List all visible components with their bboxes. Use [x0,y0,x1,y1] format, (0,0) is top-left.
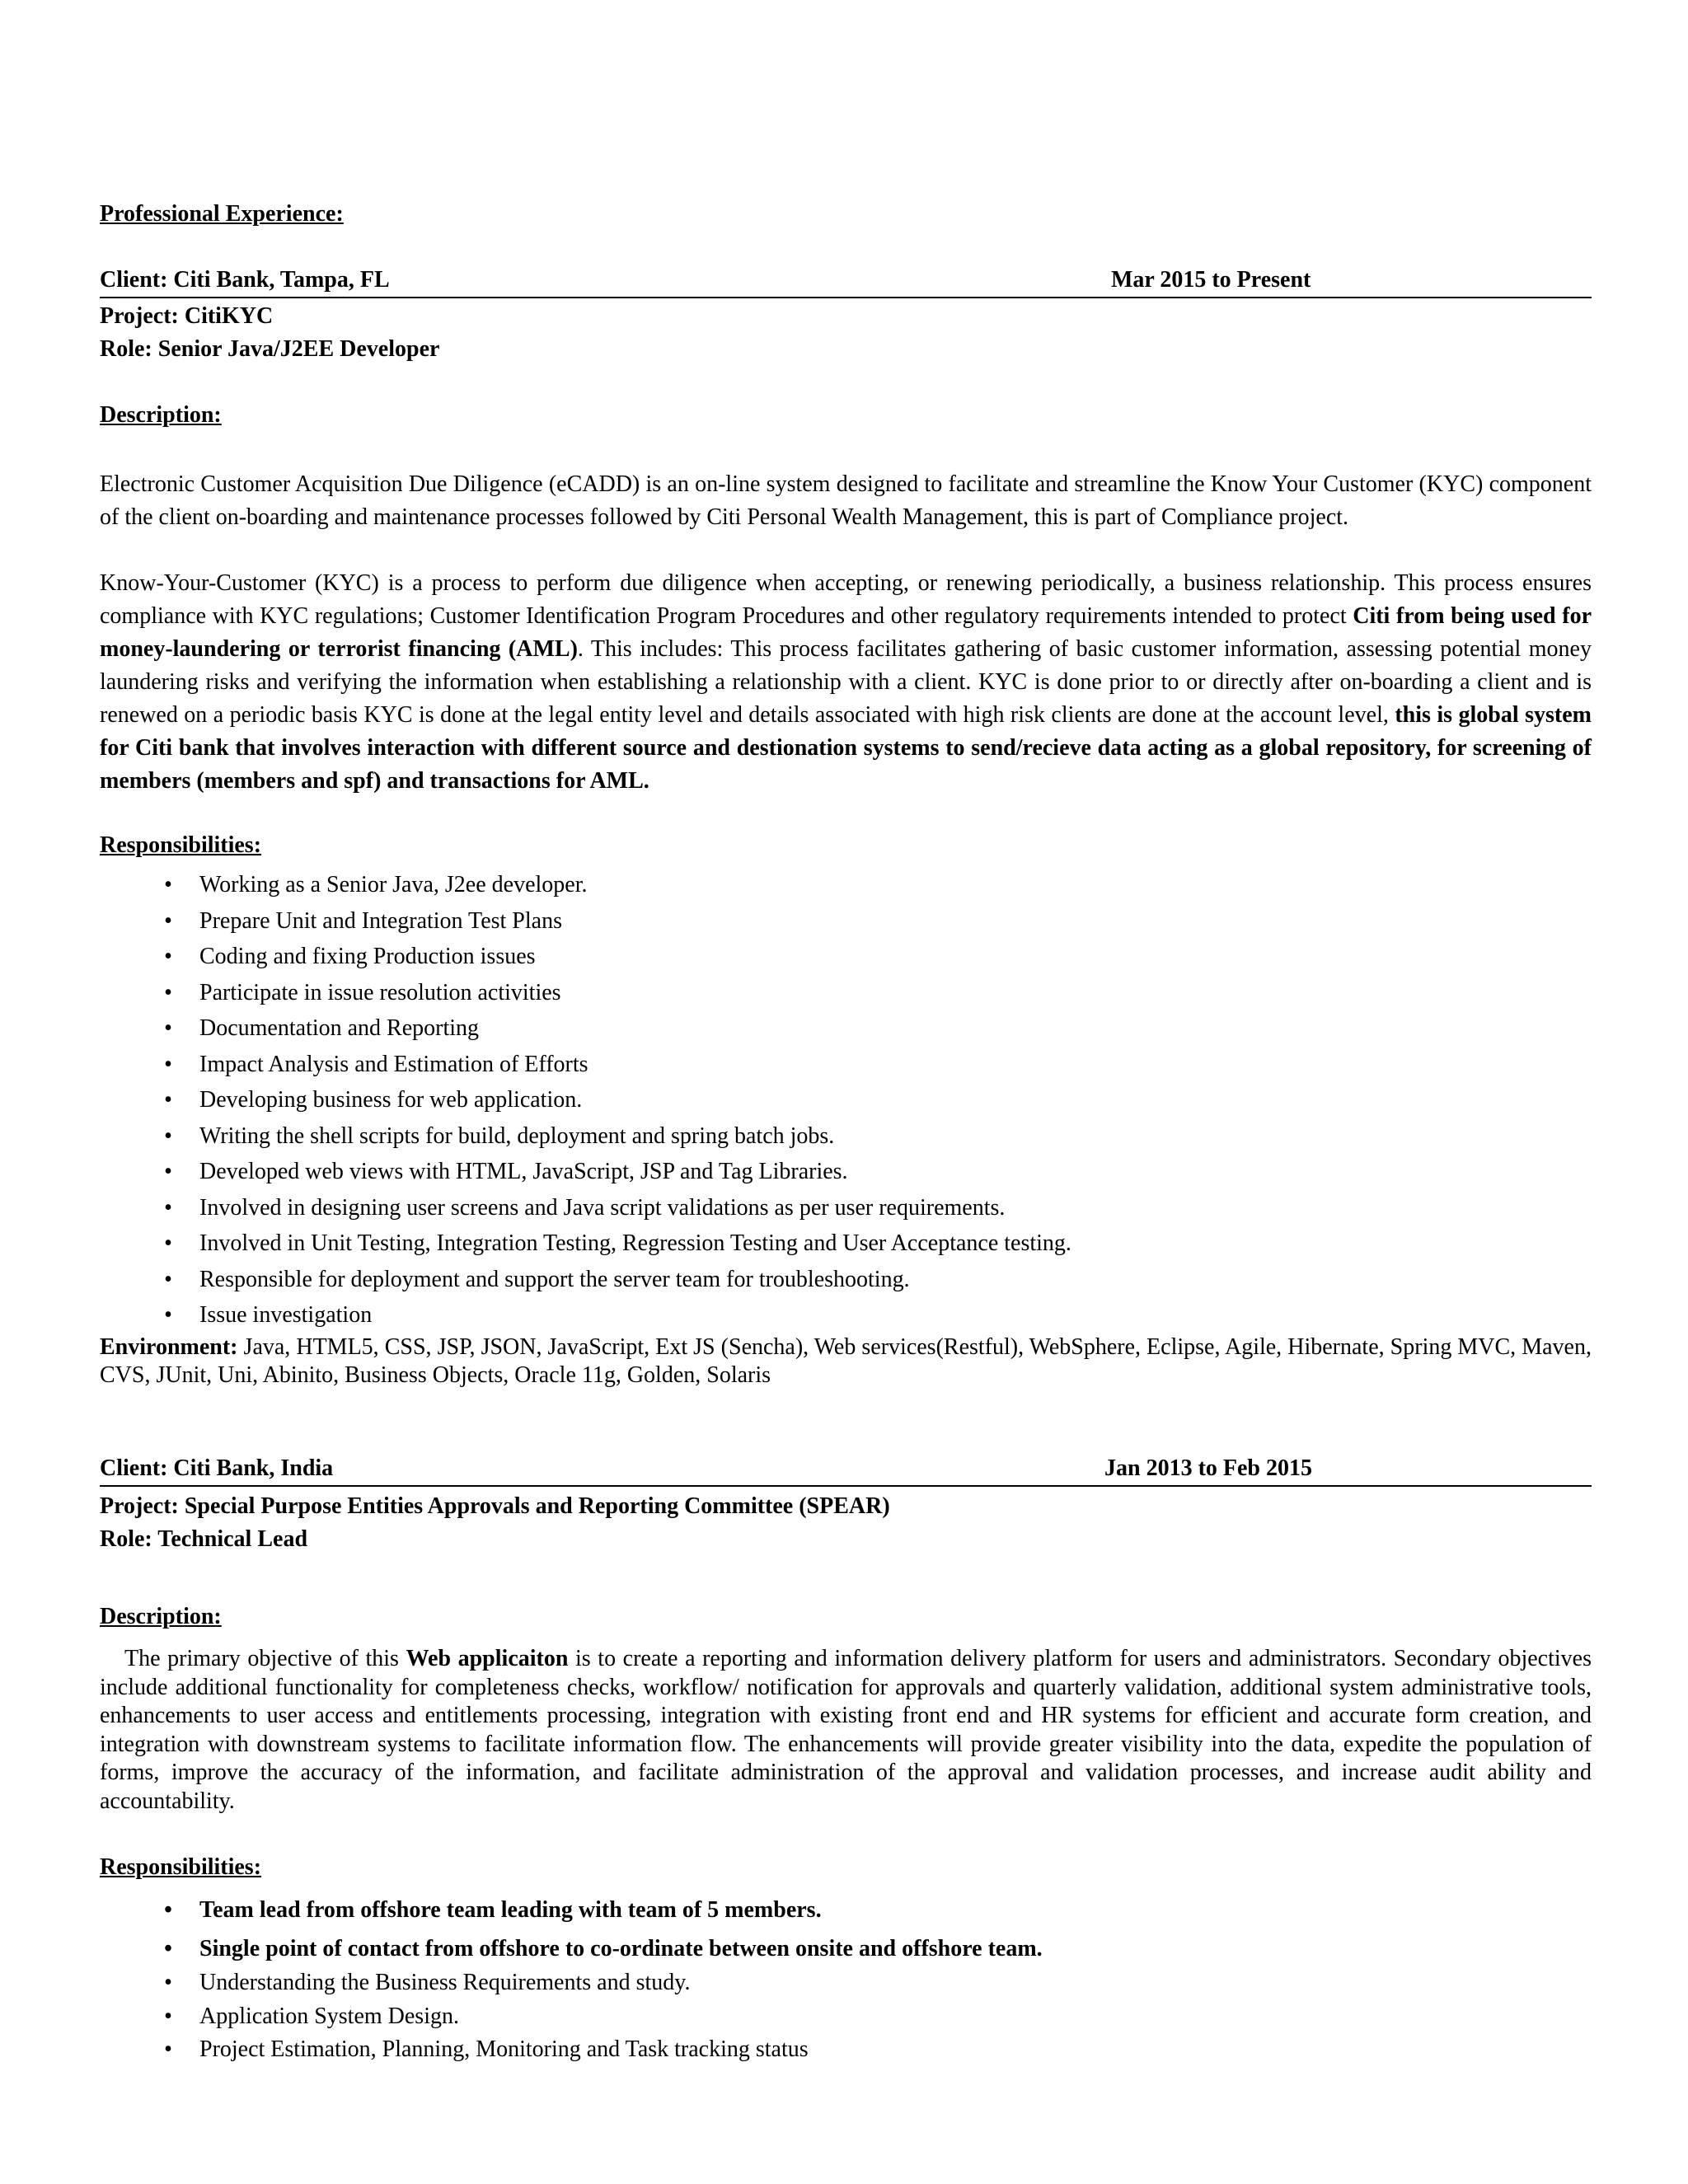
list-item: • Writing the shell scripts for build, deployment and spring batch jobs. [100,1118,1071,1155]
job1-responsibilities-heading: Responsibilities: [100,832,262,858]
list-item: • Issue investigation [100,1297,1071,1333]
list-item: • Developed web views with HTML, JavaScript, JSP and Tag Libraries. [100,1154,1071,1190]
list-item: • Understanding the Business Requirements and study. [100,1966,809,2000]
list-item: • Working as a Senior Java, J2ee developer. [100,867,1071,903]
environment-text: Java, HTML5, CSS, JSP, JSON, JavaScript, Ext JS (Sencha), Web services(Restful), WebSphere, Eclipse, Agile, Hibernate, Spring MVC, Maven, CVS, JUnit, Uni, Abinito, Business Objects, Oracle 11g, Golden, Solaris [100,1334,1592,1388]
job2-dates: Jan 2013 to Feb 2015 [1104,1455,1312,1481]
bullet-icon: • [164,1015,172,1041]
job1-desc-p2-b: Citi from being used for money-laundering or terrorist financing (AML) [100,603,1592,662]
list-item: • Coding and fixing Production issues [100,939,1071,975]
job2-client: Client: Citi Bank, India [100,1455,334,1481]
job1-client: Client: Citi Bank, Tampa, FL [100,267,390,293]
job1-project: Project: CitiKYC [100,303,274,329]
job1-desc-p2-a: Know-Your-Customer (KYC) is a process to perform due diligence when accepting, or renewing periodically, a business relationship. This process ensures compliance with KYC regulations; Customer Identification Program Procedures and other regulatory requirements intended to protect [100,570,1592,629]
job1-description-p2 [100,567,1592,798]
job1-dates: Mar 2015 to Present [1111,267,1311,293]
job2-responsibilities-heading: Responsibilities: [100,1854,262,1880]
job1-desc-p2-d: this is global system for Citi bank that involves interaction with different source and destionation systems to send/recieve data acting as a global repository, for screening of members (members and spf) and transactions for AML. [100,702,1592,794]
bullet-icon: • [164,1194,172,1221]
list-item: • Project Estimation, Planning, Monitoring and Task tracking status [100,2033,809,2067]
job1-environment [100,1333,1592,1390]
bullet-icon: • [164,1051,172,1077]
job2-client-row [100,1455,1592,1487]
list-item: • Prepare Unit and Integration Test Plans [100,903,1071,940]
job2-role: Role: Technical Lead [100,1526,308,1552]
job1-client-row [100,267,1592,298]
job2-desc-p1-b: Web applicaiton [406,1646,569,1671]
bullet-icon: • [164,1159,172,1184]
bullet-icon: • [164,2003,172,2029]
bullet-icon: • [164,944,172,969]
list-item: • Application System Design. [100,2000,809,2034]
job2-responsibilities-bold-list [100,1891,1043,1968]
job2-description-p1 [100,1645,1592,1816]
job1-desc-p2-c: . This includes: This process facilitates gathering of basic customer information, assessing potential money laundering risks and verifying the information when establishing a relationship with a client. KYC is done prior to or directly after on-boarding a client and is renewed on a periodic basis KYC is done at the legal entity level and details associated with high risk clients are done at the account level, [100,636,1592,728]
bullet-icon: • [164,979,172,1005]
bullet-icon: • [164,872,172,898]
job1-description-heading: Description: [100,402,222,428]
list-item: • Responsible for deployment and support the server team for troubleshooting. [100,1262,1071,1298]
list-item: • Impact Analysis and Estimation of Efforts [100,1047,1071,1083]
bullet-icon: • [164,1897,172,1923]
bullet-icon: • [164,2036,172,2062]
environment-label: Environment: [100,1334,238,1360]
job1-responsibilities-list [100,867,1071,1333]
list-item: • Involved in designing user screens and Java script validations as per user requirements. [100,1190,1071,1226]
job2-responsibilities-list [100,1966,809,2067]
job2-project: Project: Special Purpose Entities Approvals and Reporting Committee (SPEAR) [100,1493,890,1519]
list-item: • Single point of contact from offshore to co-ordinate between onsite and offshore team. [100,1929,1043,1968]
bullet-icon: • [164,1302,172,1328]
list-item: • Involved in Unit Testing, Integration Testing, Regression Testing and User Acceptance testing. [100,1226,1071,1262]
list-item: • Participate in issue resolution activities [100,975,1071,1011]
list-item: • Team lead from offshore team leading with team of 5 members. [100,1891,1043,1929]
bullet-icon: • [164,1936,172,1961]
job2-desc-p1-c: is to create a reporting and information delivery platform for users and administrators. Secondary objectives include additional functionality for completeness checks, workflow/ notification for approvals and quarterly validation, additional system administrative tools, enhancements to user access and entitlements processing, integration with existing front end and HR systems for efficient and accurate form creation, and integration with downstream systems to facilitate information flow. The enhancements will provide greater visibility into the data, expedite the population of forms, improve the accuracy of the information, and facilitate administration of the approval and validation processes, and increase audit ability and accountability. [100,1646,1592,1814]
job1-description-p1: Electronic Customer Acquisition Due Diligence (eCADD) is an on-line system designed to facilitate and streamline the Know Your Customer (KYC) component of the client on-boarding and maintenance processes followed by Citi Personal Wealth Management, this is part of Compliance project. [100,471,1592,530]
list-item: • Developing business for web application. [100,1082,1071,1118]
job1-role: Role: Senior Java/J2EE Developer [100,336,440,362]
bullet-icon: • [164,1970,172,1995]
bullet-icon: • [164,1122,172,1149]
job2-desc-p1-a: The primary objective of this [124,1646,406,1671]
bullet-icon: • [164,907,172,934]
section-title: Professional Experience: [100,201,344,227]
bullet-icon: • [164,1087,172,1113]
bullet-icon: • [164,1266,172,1292]
list-item: • Documentation and Reporting [100,1010,1071,1047]
job2-description-heading: Description: [100,1604,222,1629]
bullet-icon: • [164,1230,172,1256]
